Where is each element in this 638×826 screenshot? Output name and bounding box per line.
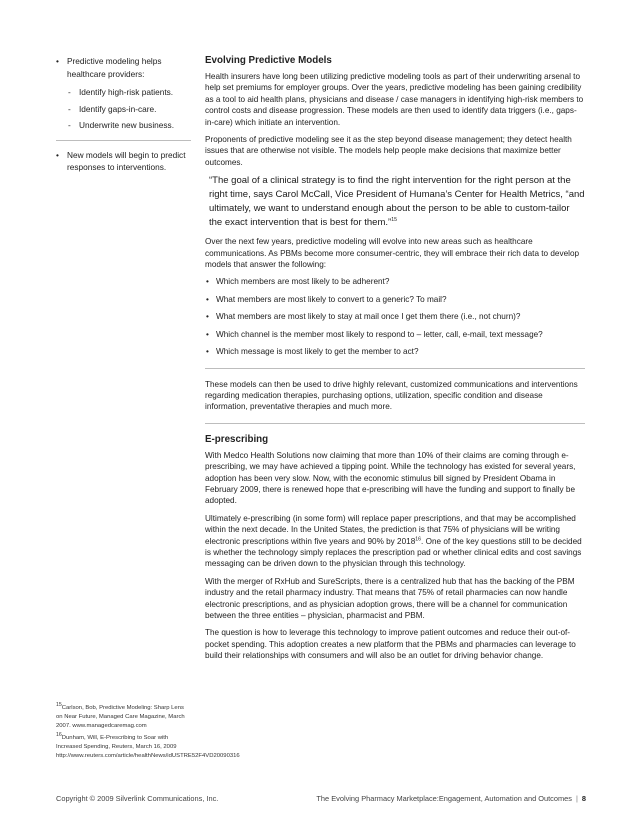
footer-separator: | [575,794,578,803]
footnotes [56,702,240,765]
sidebar-divider [56,140,191,141]
paragraph: Proponents of predictive modeling see it as the step beyond disease management; they detect health issues that are otherwise not visible. The models help people make decisions that maximize better outcomes. [205,135,572,167]
footnote-15 [56,704,186,731]
question-item: • What members are most likely to convert to a generic? To mail? [205,294,585,305]
section-heading-e-prescribing: E-prescribing [205,433,269,445]
pull-quote-text: “The goal of a clinical strategy is to find the right intervention for the right person at the right time, says Carol McCall, Vice President of Humana’s Center for Health Metrics, “and ultimately, we want to understand enough about the person to be able to custom-tailor the exact intervention that is best for them.” [209,175,585,229]
question-item: • Which message is most likely to get the member to act? [205,346,585,357]
sidebar-sub-item: - Identify high-risk patients. [67,86,191,99]
footnote-reference: 15 [391,217,397,224]
page-number: 8 [581,794,586,803]
sidebar-bullet-text: Predictive modeling helps healthcare providers: [67,56,162,79]
question-list [205,276,585,357]
sidebar-bullet: • New models will begin to predict responses to interventions. [56,149,191,174]
footnote-number: 15 [56,702,62,709]
sidebar-sub-list [67,86,191,132]
sidebar-sub-item: - Underwrite new business. [67,119,191,132]
section-divider [205,423,585,424]
paragraph [205,513,585,570]
paragraph: Over the next few years, predictive modeling will evolve into new areas such as healthcare communications. As PBMs become more consumer-centric, they will embrace their rich data to develop models that answer the following: [205,237,580,270]
paragraph: The question is how to leverage this technology to improve patient outcomes and reduce their out-of-pocket spending. This adoption creates a new platform that the PBMs and pharmacies can leverage to build their relationships with consumers and will also be an outlet for driving behavior change. [205,628,576,661]
footer-right [316,794,586,804]
footer-copyright: Copyright © 2009 Silverlink Communications, Inc. [56,794,219,803]
sidebar-bullet-list [56,149,191,174]
footnote-16 [56,732,240,761]
sidebar-sub-item: - Identify gaps-in-care. [67,103,191,116]
footnote-text: Dunham, Will, E-Prescribing to Soar with Increased Spending, Reuters, March 16, 2009 http://www.reuters.com/article/healthNews/idUSTRE52F4VD20090316 [56,735,240,760]
footnote-text: Carlson, Bob, Predictive Modeling: Sharp Lens on Near Future, Managed Care Magazine, March 2007. www.managedcaremag.com [56,705,185,730]
footnote-reference: 16 [415,535,422,542]
section-divider [205,368,585,369]
sidebar-bullet [56,55,191,132]
question-item: • Which channel is the member most likely to respond to – letter, call, e-mail, text message? [205,329,585,340]
paragraph: These models can then be used to drive highly relevant, customized communications and interventions regarding medication therapies, purchasing options, utilization, specific condition and disease information, preventative therapies and much more. [205,379,578,412]
paragraph-text: . One of the key questions still to be decided is whether the technology simply replaces the prescription pad or whether clinical edits and cost savings messaging can be driven down to the physician through this technology. [205,536,582,569]
paragraph: With Medco Health Solutions now claiming that more than 10% of their claims are coming through e-prescribing, we may have achieved a tipping point. While the technology has existed for several years, adoption has been very slow. Now, with the economic stimulus bill signed by President Obama in February 2009, there is renewed hope that e-prescribing will have the funding and support to finally be adopted. [205,450,576,506]
section-heading-predictive-models: Evolving Predictive Models [205,55,332,66]
paragraph: Health insurers have long been utilizing predictive modeling tools as part of their underwriting arsenal to help set premiums for employer groups. Over the years, predictive modeling has been gaining credibility as a tool to aid health plans, physicians and disease / case managers in identifying high-risk members to control costs and disease progression. These models are then used to identify data triggers (i.e., gaps-in-care) which initiate an intervention. [205,72,584,127]
sidebar-bullet-list [56,55,191,132]
pull-quote [209,174,585,230]
footer-title: The Evolving Pharmacy Marketplace:Engagement, Automation and Outcomes [316,794,572,803]
footnote-number: 16 [56,732,62,739]
paragraph-text: Ultimately e-prescribing (in some form) will replace paper prescriptions, and that may be accomplished within the next decade. In the United States, the prediction is that 75% of physicians will be writing electronic prescriptions within five years and 90% by 2018 [205,513,576,546]
question-item: • What members are most likely to stay at mail once I get them there (i.e., not churn)? [205,311,585,322]
question-item: • Which members are most likely to be adherent? [205,276,585,287]
main-column [205,55,585,668]
paragraph: With the merger of RxHub and SureScripts, there is a centralized hub that has the backing of the PBM industry and the retail pharmacy industry. That means that 75% of retail pharmacies can now handle electronic prescriptions, and as physician adoption grows, there will be a channel for communication between the three entities – physician, pharmacist and PBM. [205,576,575,620]
sidebar-callout [56,55,191,182]
